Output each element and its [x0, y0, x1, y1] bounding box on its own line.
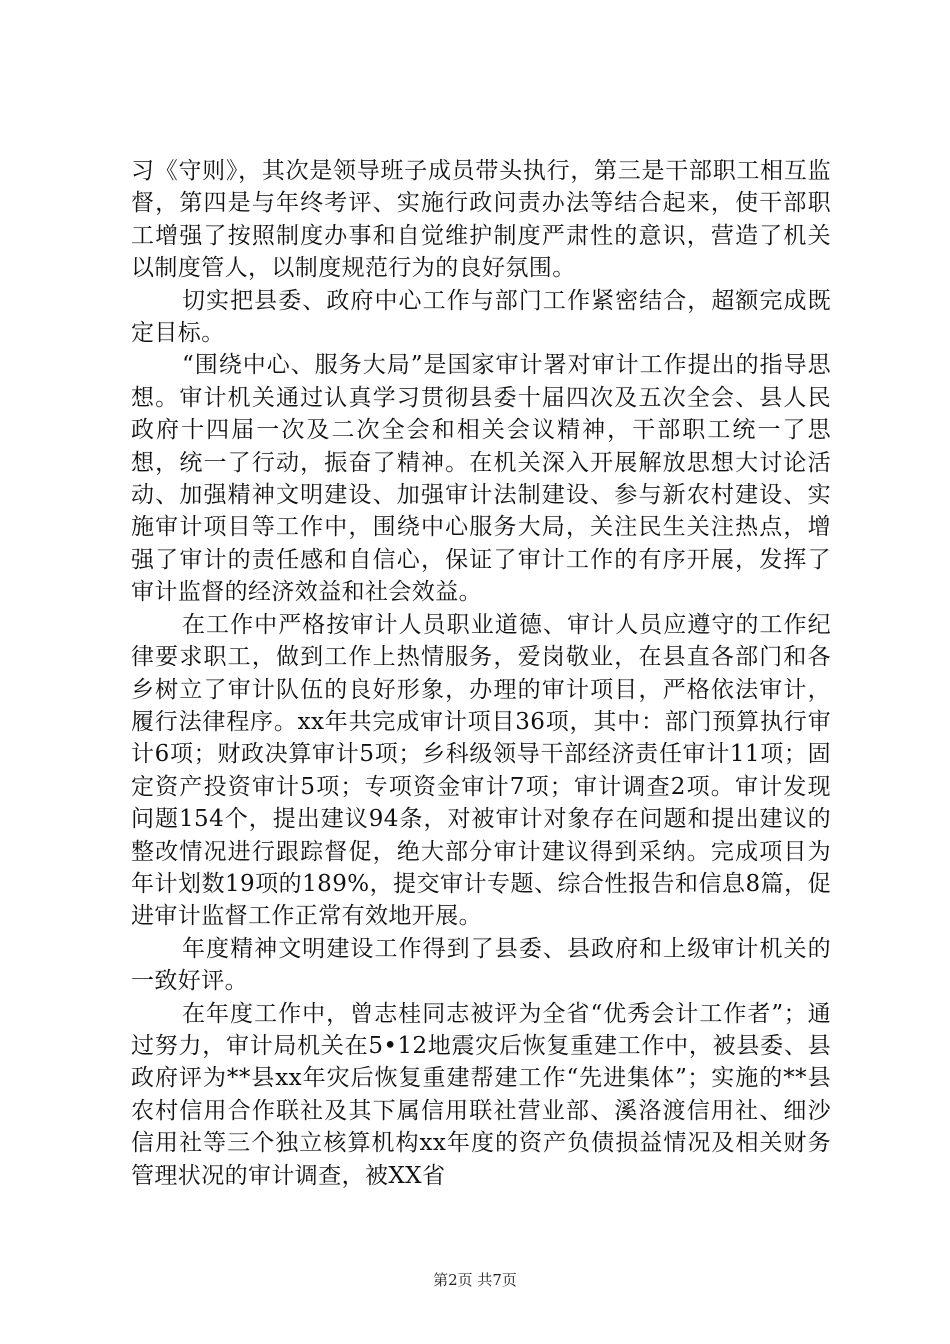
paragraph: 年度精神文明建设工作得到了县委、县政府和上级审计机关的一致好评。 — [131, 935, 831, 995]
paragraph: 在工作中严格按审计人员职业道德、审计人员应遵守的工作纪律要求职工，做到工作上热情服务，爱岗敬业，在县直各部门和各乡树立了审计队伍的良好形象，办理的审计项目，严格依法审计，履行法律程序。xx年共完成审计项目36项，其中：部门预算执行审计6项；财政决算审计5项；乡科级领导干部经济责任审计11项；固定资产投资审计5项；专项资金审计7项；审计调查2项。审计发现问题154个，提出建议94条，对被审计对象存在问题和提出建议的整改情况进行跟踪督促，绝大部分审计建议得到采纳。完成项目为年计划数19项的189%，提交审计专题、综合性报告和信息8篇，促进审计监督工作正常有效地开展。 — [131, 611, 831, 930]
paragraph: 在年度工作中，曾志桂同志被评为全省“优秀会计工作者”；通过努力，审计局机关在5•12地震灾后恢复重建工作中，被县委、县政府评为**县xx年灾后恢复重建帮建工作“先进集体”；实施的**县农村信用合作联社及其下属信用联社营业部、溪洛渡信用社、细沙信用社等三个独立核算机构xx年度的资产负债损益情况及相关财务管理状况的审计调查，被XX省 — [131, 1000, 831, 1189]
paragraph: 切实把县委、政府中心工作与部门工作紧密结合，超额完成既定目标。 — [131, 287, 831, 347]
paragraph: “围绕中心、服务大局”是国家审计署对审计工作提出的指导思想。审计机关通过认真学习贯彻县委十届四次及五次全会、县人民政府十四届一次及二次全会和相关会议精神，干部职工统一了思想，统一了行动，振奋了精神。在机关深入开展解放思想大讨论活动、加强精神文明建设、加强审计法制建设、参与新农村建设、实施审计项目等工作中，围绕中心服务大局，关注民生关注热点，增强了审计的责任感和自信心，保证了审计工作的有序开展，发挥了审计监督的经济效益和社会效益。 — [131, 352, 831, 606]
document-body — [131, 155, 831, 1192]
paragraph: 习《守则》，其次是领导班子成员带头执行，第三是干部职工相互监督，第四是与年终考评、实施行政问责办法等结合起来，使干部职工增强了按照制度办事和自觉维护制度严肃性的意识，营造了机关以制度管人，以制度规范行为的良好氛围。 — [131, 158, 831, 282]
page-number-footer: 第2页 共7页 — [433, 1271, 517, 1289]
